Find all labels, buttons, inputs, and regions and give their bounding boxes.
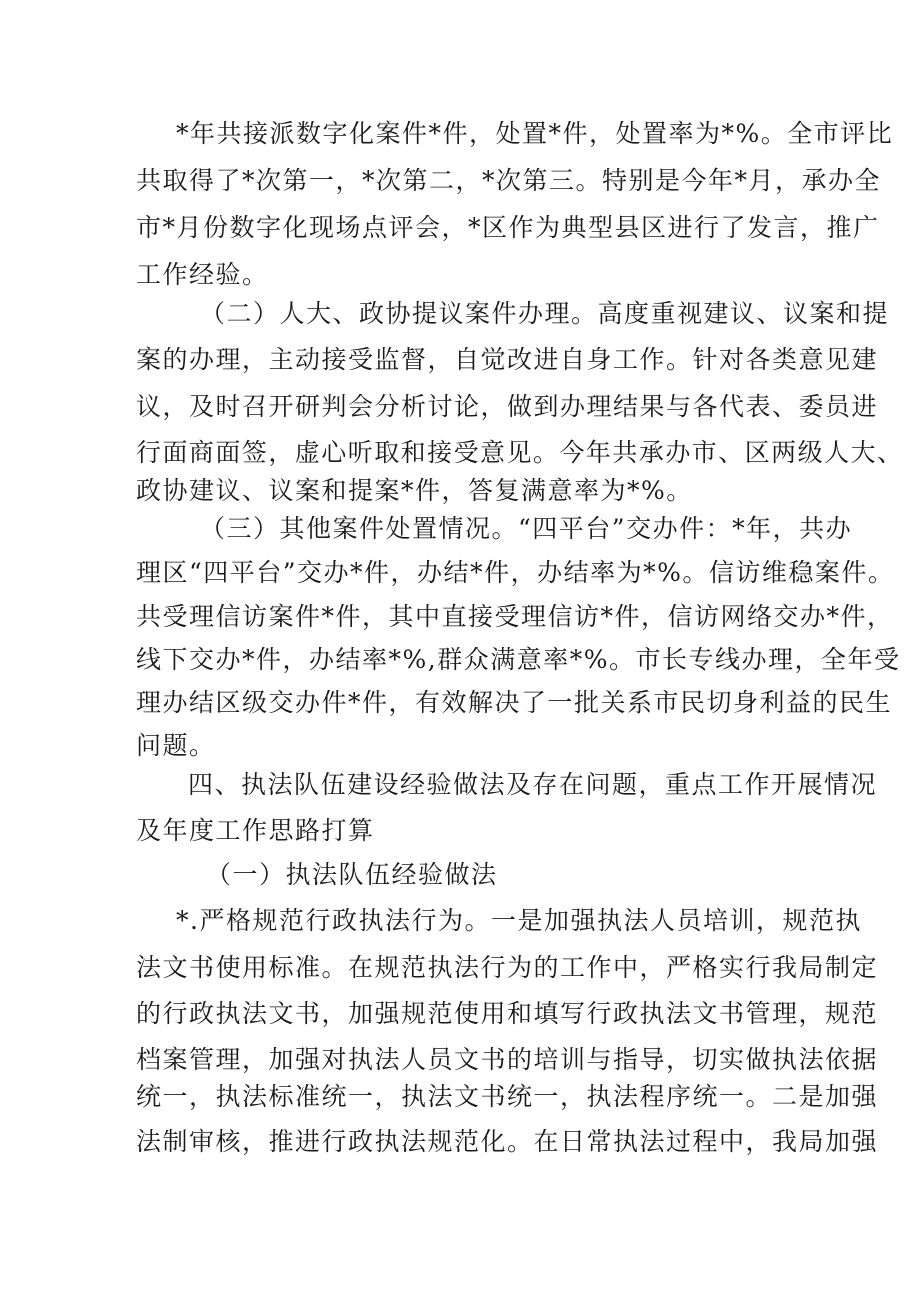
subsection-heading: （一）执法队伍经验做法 [206,860,498,889]
text-line: *年共接派数字化案件*件，处置*件，处置率为*%。全市评比 [176,119,894,148]
text-line: *.严格规范行政执法行为。一是加强执法人员培训，规范执 [176,906,862,935]
text-line: 问题。 [136,731,216,760]
text-line: 理区“四平台”交办*件，办结*件，办结率为*%。信访维稳案件。 [136,558,895,587]
text-line: 法文书使用标准。在规范执法行为的工作中，严格实行我局制定 [136,953,879,982]
text-line: 行面商面签，虚心听取和接受意见。今年共承办市、区两级人大、 [136,438,904,467]
text-line: 市*月份数字化现场点评会，*区作为典型县区进行了发言，推广 [136,213,880,242]
text-line: （二）人大、政协提议案件办理。高度重视建议、议案和提 [200,299,890,328]
text-line: 工作经验。 [136,260,269,289]
text-line: 线下交办*件，办结率*%,群众满意率*%。市长专线办理，全年受 [136,645,901,674]
text-line: 政协建议、议案和提案*件，答复满意率为*%。 [136,476,693,505]
text-line: 共取得了*次第一，*次第二，*次第三。特别是今年*月，承办全 [136,166,882,195]
text-line: 共受理信访案件*件，其中直接受理信访*件，信访网络交办*件， [136,602,894,631]
text-line: 法制审核，推进行政执法规范化。在日常执法过程中，我局加强 [136,1127,879,1156]
section-heading: 四、执法队伍建设经验做法及存在问题，重点工作开展情况 [188,770,878,799]
text-line: 的行政执法文书，加强规范使用和填写行政执法文书管理，规范 [136,999,879,1028]
text-line: （三）其他案件处置情况。“四平台”交办件：*年，共办 [200,514,853,543]
section-heading: 及年度工作思路打算 [136,816,375,845]
text-line: 档案管理，加强对执法人员文书的培训与指导，切实做执法依据 [136,1045,879,1074]
text-line: 理办结区级交办件*件，有效解决了一批关系市民切身利益的民生 [136,688,893,717]
text-line: 案的办理，主动接受监督，自觉改进自身工作。针对各类意见建 [136,345,879,374]
text-line: 统一，执法标准统一，执法文书统一，执法程序统一。二是加强 [136,1082,879,1111]
text-line: 议，及时召开研判会分析讨论，做到办理结果与各代表、委员进 [136,392,879,421]
